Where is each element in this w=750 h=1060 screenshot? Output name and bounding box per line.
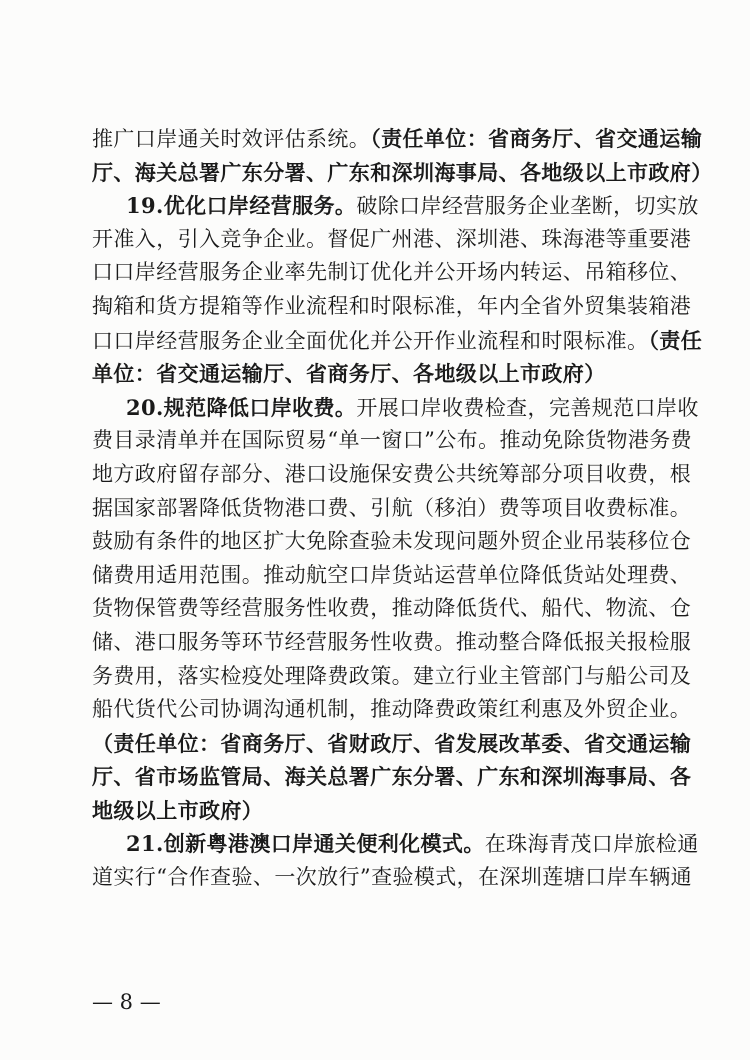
text-segment: 道实行“合作查验、一次放行”查验模式，在深圳莲塘口岸车辆通 <box>92 865 693 890</box>
text-line <box>92 626 692 660</box>
document-body <box>92 122 713 895</box>
text-segment: 地方政府留存部分、港口设施保安费公共统筹部分项目收费，根 <box>92 461 692 486</box>
text-line <box>92 592 692 626</box>
text-line <box>92 256 692 290</box>
text-line <box>92 727 692 761</box>
bold-text-segment: 21.创新粤港澳口岸通关便利化模式。 <box>126 831 485 857</box>
text-line <box>92 559 692 593</box>
bold-text-segment: 20.规范降低口岸收费。 <box>126 394 357 420</box>
text-segment: 据国家部署降低货物港口费、引航（移泊）费等项目收费标准。 <box>92 495 692 520</box>
text-segment: 在珠海青茂口岸旅检通 <box>484 832 699 857</box>
bold-text-segment: 厅、海关总署广东分署、广东和深圳海事局、各地级以上市政府） <box>92 159 713 185</box>
text-line <box>92 794 672 828</box>
text-segment: 务费用，落实检疫处理降费政策。建立行业主管部门与船公司及 <box>92 663 692 688</box>
text-line <box>92 290 692 324</box>
text-line <box>92 223 692 257</box>
text-segment: 费目录清单并在国际贸易“单一窗口”公布。推动免除货物港务费 <box>92 428 693 453</box>
text-segment: 鼓励有条件的地区扩大免除查验未发现问题外贸企业吊装移位仓 <box>92 529 692 554</box>
text-segment: 口口岸经营服务企业全面优化并公开作业流程和时限标准。 <box>92 328 649 353</box>
text-segment: 船代货代公司协调沟通机制，推动降费政策红利惠及外贸企业。 <box>92 697 692 722</box>
text-segment: 推广口岸通关时效评估系统。 <box>92 127 371 151</box>
text-segment: 破除口岸经营服务企业垄断，切实放 <box>356 194 699 219</box>
text-line <box>92 693 692 727</box>
bold-text-segment: （责任单位：省商务厅、省交通运输 <box>370 126 703 151</box>
text-segment: 储、港口服务等环节经营服务性收费。推动整合降低报关报检服 <box>92 629 692 654</box>
text-line <box>92 357 672 391</box>
text-line <box>92 122 703 156</box>
paragraph <box>92 827 699 894</box>
text-line <box>92 660 692 694</box>
paragraph <box>92 122 713 189</box>
text-segment: 口口岸经营服务企业率先制订优化并公开场内转运、吊箱移位、 <box>92 260 692 285</box>
text-line <box>92 458 692 492</box>
bold-text-segment: （责任单位：省商务厅、省财政厅、省发展改革委、省交通运输 <box>92 730 692 756</box>
text-line <box>92 189 699 223</box>
paragraph <box>92 391 699 828</box>
bold-text-segment: 单位：省交通运输厅、省商务厅、各地级以上市政府） <box>92 361 606 387</box>
text-line <box>92 861 693 895</box>
text-segment: 货物保管费等经营服务性收费，推动降低货代、船代、物流、仓 <box>92 596 692 621</box>
text-line <box>92 156 713 190</box>
text-line <box>92 391 699 425</box>
bold-text-segment: （责任 <box>648 327 703 353</box>
bold-text-segment: 厅、省市场监管局、海关总署广东分署、广东和深圳海事局、各 <box>92 764 692 790</box>
text-line <box>92 525 692 559</box>
text-line <box>92 424 693 458</box>
text-segment: 掏箱和货方提箱等作业流程和时限标准，年内全省外贸集装箱港 <box>92 293 692 318</box>
paragraph <box>92 189 703 391</box>
text-segment: 开展口岸收费检查，完善规范口岸收 <box>356 395 699 420</box>
text-line <box>92 827 699 861</box>
bold-text-segment: 19.优化口岸经营服务。 <box>126 193 357 219</box>
text-segment: 开准入，引入竞争企业。督促广州港、深圳港、珠海港等重要港 <box>92 226 692 251</box>
text-line <box>92 324 703 358</box>
text-segment: 储费用适用范围。推动航空口岸货站运营单位降低货站处理费、 <box>92 562 692 587</box>
page-number: — 8 — <box>92 990 161 1014</box>
text-line <box>92 760 692 794</box>
text-line <box>92 492 692 526</box>
bold-text-segment: 地级以上市政府） <box>92 797 264 823</box>
